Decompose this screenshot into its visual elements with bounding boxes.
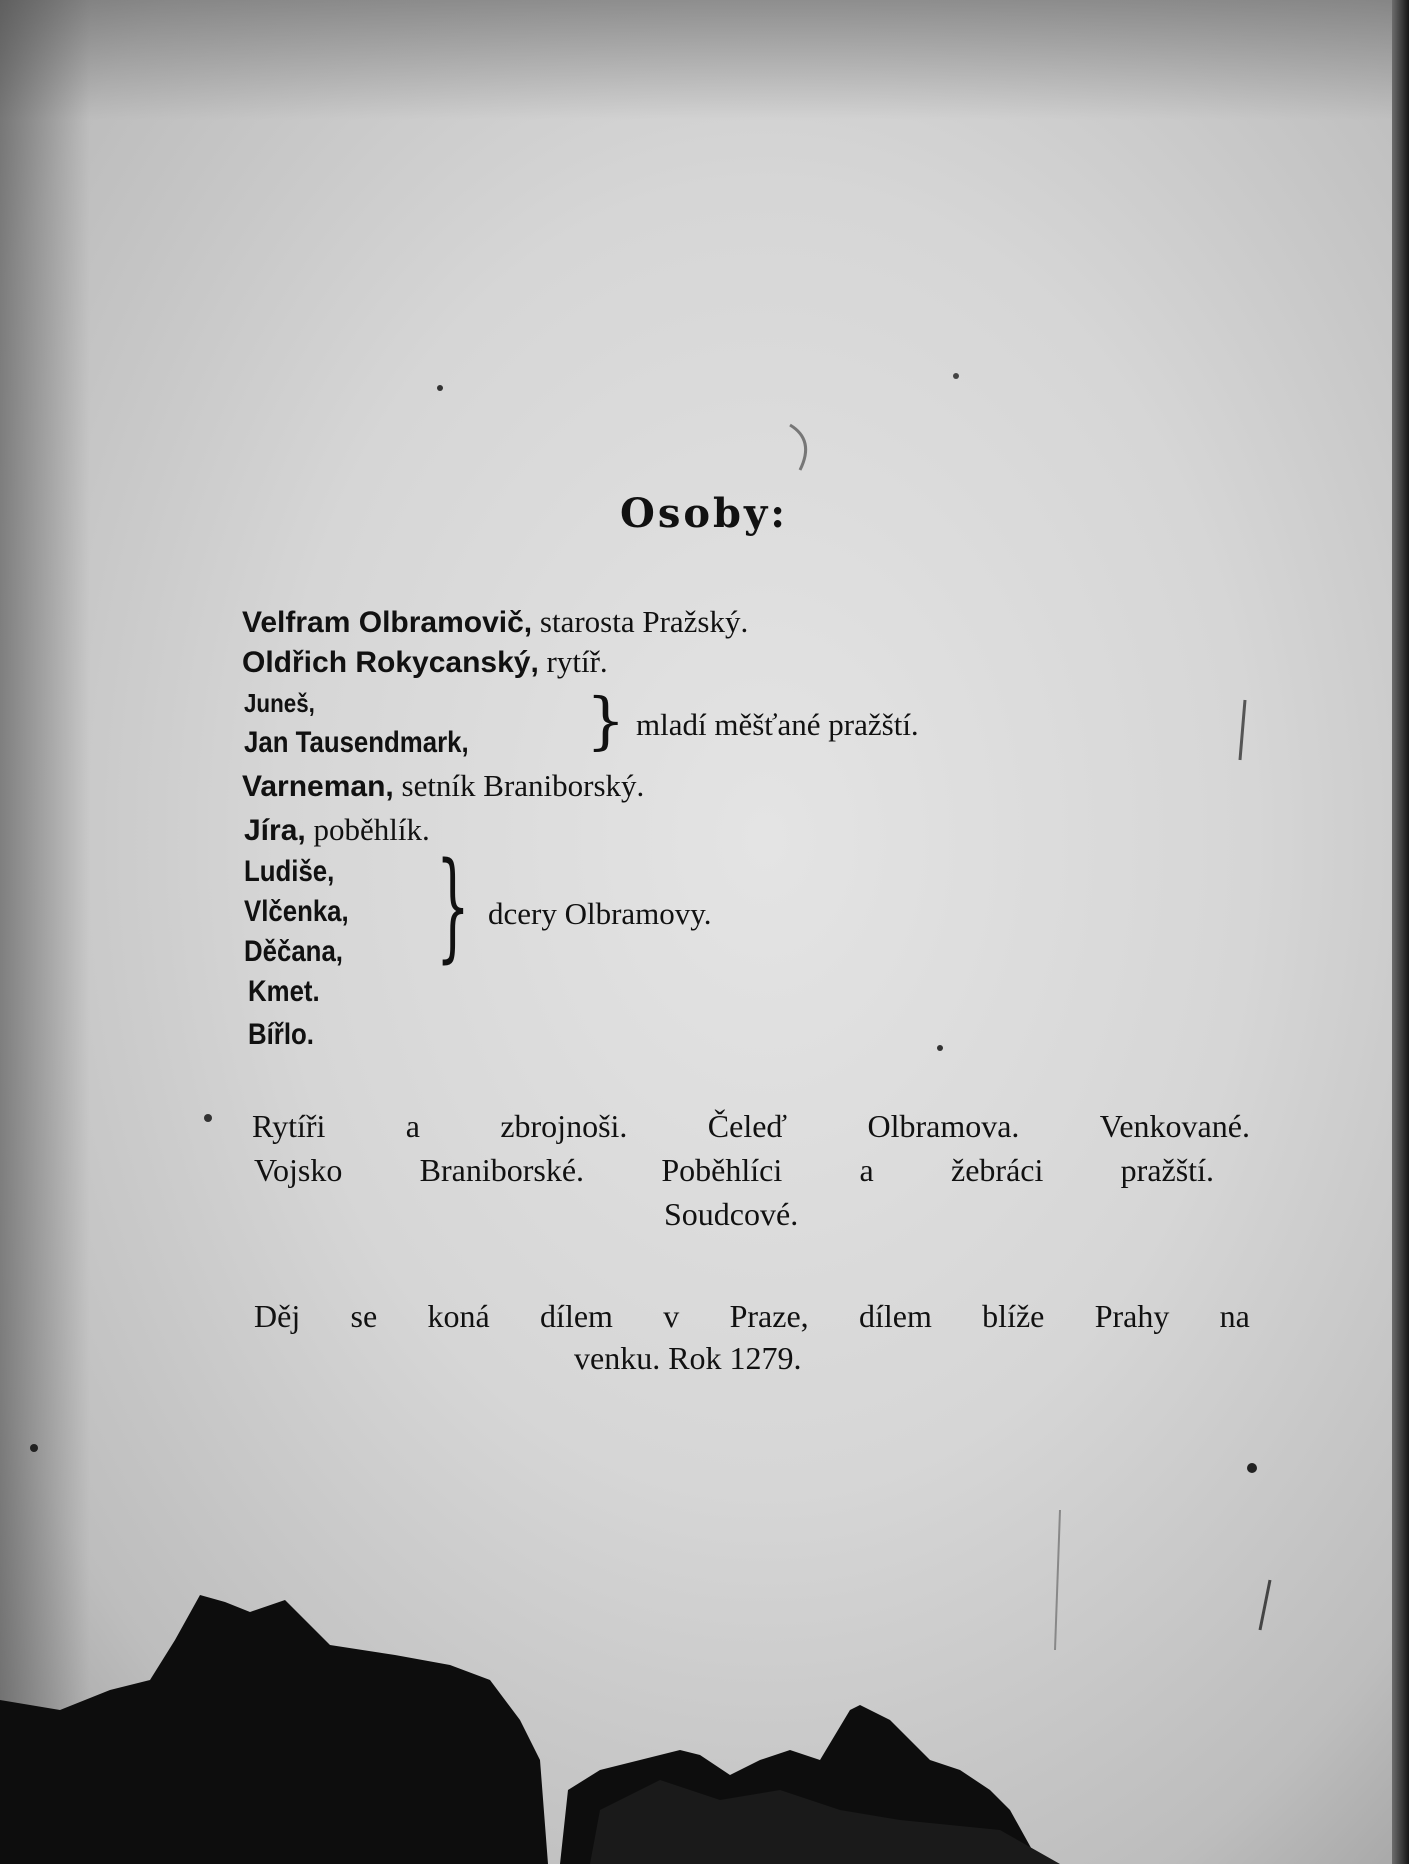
word: žebráci [951,1152,1044,1188]
word: v [663,1298,680,1334]
person-name: Bířlo. [248,1018,314,1051]
person-name: Vlčenka, [244,895,349,928]
brace: } [436,836,470,974]
person-desc: starosta Pražský. [532,604,749,639]
word: a [405,1108,420,1144]
word: Poběhlíci [661,1152,783,1188]
word: Praze, [729,1298,809,1334]
word: Venkované. [1099,1108,1250,1144]
word: koná [427,1298,490,1334]
page-title: Osoby: [620,490,789,537]
word: pražští. [1120,1152,1214,1188]
extras-line-3: Soudcové. [664,1196,799,1232]
word: dílem [540,1298,613,1334]
person-name: Jíra, [244,814,306,847]
word: a [859,1152,874,1188]
word: Čeleď [707,1108,788,1144]
page-right-edge [1392,0,1409,1864]
setting-line-2: venku. Rok 1279. [574,1340,802,1376]
word: Braniborské. [419,1152,585,1188]
word: Olbramova. [867,1108,1020,1144]
brace: } [586,684,626,757]
group-label-daughters: dcery Olbramovy. [488,896,712,931]
person-name: Kmet. [248,975,320,1008]
word: zbrojnoši. [500,1108,628,1144]
person-desc: poběhlík. [305,812,430,847]
group-label-young-burghers: mladí měšťané pražští. [636,707,919,742]
person-name: Juneš, [244,688,315,718]
word: dílem [858,1298,932,1334]
person-name: Velfram Olbramovič, [242,606,533,639]
person-name: Jan Tausendmark, [244,726,469,759]
person-name: Děčana, [244,935,343,968]
word: na [1219,1298,1250,1334]
word: Prahy [1094,1298,1170,1334]
person-desc: setník Braniborský. [393,768,645,803]
person-desc: rytíř. [538,644,608,679]
word: Rytíři [252,1108,326,1144]
person-name: Varneman, [242,770,394,803]
word: blíže [982,1298,1045,1334]
word: Vojsko [254,1152,343,1188]
word: se [350,1298,378,1334]
person-name: Oldřich Rokycanský, [242,646,539,679]
word: Děj [254,1298,301,1334]
person-name: Ludiše, [244,855,335,888]
